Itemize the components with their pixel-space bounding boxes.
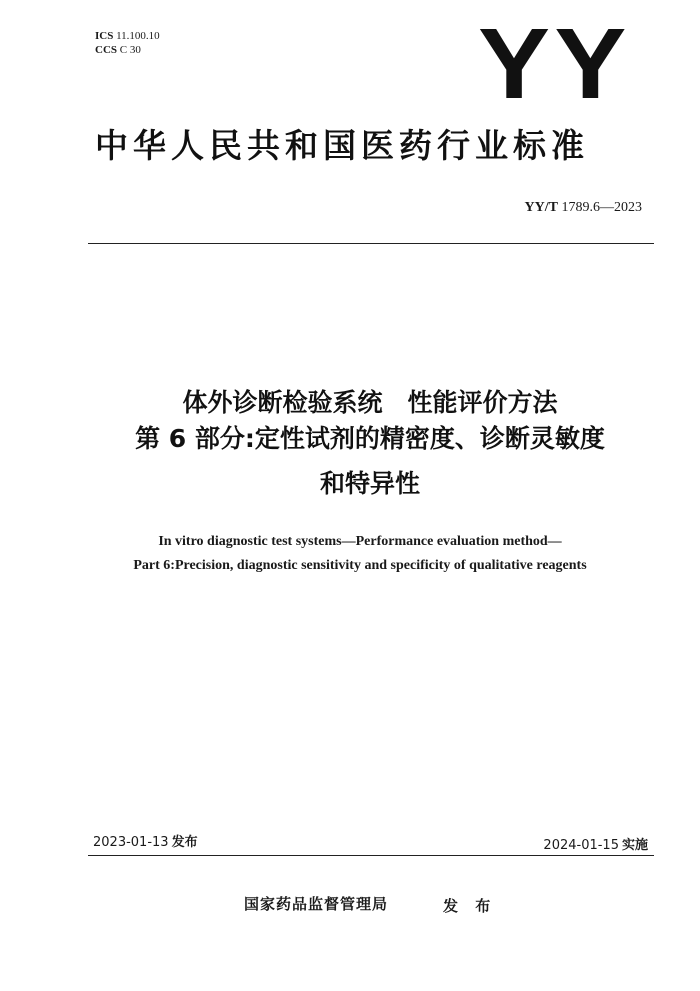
standard-number-value: 1789.6—2023 [561,200,642,215]
issuing-authority: 国家药品监督管理局 [244,895,389,913]
issue-date [93,835,198,851]
ics-label: ICS [95,30,114,42]
publish-label: 发 布 [443,897,497,915]
ccs-label: CCS [95,44,118,56]
issue-date-value: 2023-01-13 [93,835,169,850]
chinese-title-line-3: 和特异性 [319,469,420,498]
standard-number [525,200,642,216]
footer-divider [88,855,654,856]
yy-logo: YY [478,8,631,120]
chinese-title-line-1: 体外诊断检验系统 性能评价方法 [182,388,558,417]
implementation-label: 实施 [621,838,648,853]
implementation-date [543,838,648,854]
header-divider [88,243,654,244]
ics-code [95,30,160,42]
ics-value: 11.100.10 [116,30,160,42]
ccs-value: C 30 [119,44,141,56]
english-title-line-1: In vitro diagnostic test systems—Performance evaluation method— [158,534,562,549]
main-title: 中华人民共和国医药行业标准 [95,126,589,165]
ccs-code [95,44,141,56]
english-title-line-2: Part 6:Precision, diagnostic sensitivity and specificity of qualitative reagents [133,558,587,573]
issue-label: 发布 [171,835,198,850]
standard-code: YY/T [524,200,558,215]
implementation-date-value: 2024-01-15 [543,838,619,853]
chinese-title-line-2: 第 6 部分:定性试剂的精密度、诊断灵敏度 [135,424,605,453]
